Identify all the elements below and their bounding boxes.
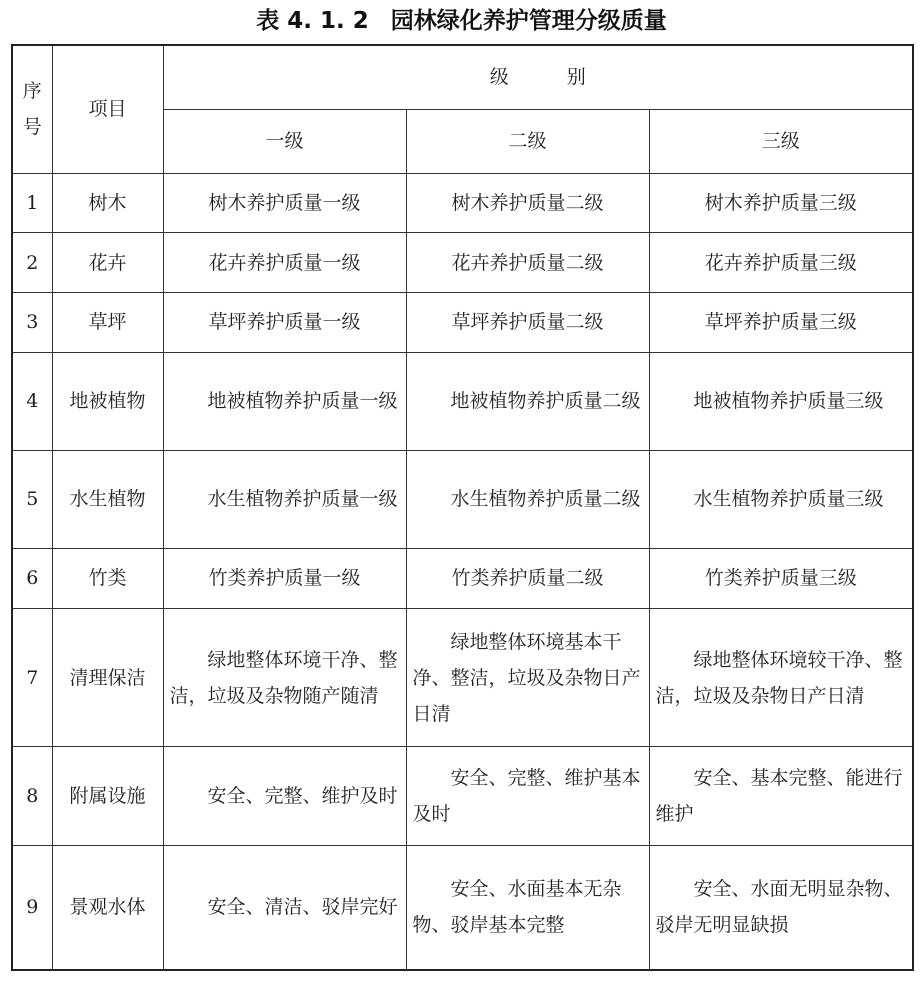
row-level-1-cell: 草坪养护质量一级	[163, 292, 406, 352]
table-row	[12, 233, 913, 293]
table-row	[12, 747, 913, 845]
row-level-2-cell	[406, 608, 649, 747]
row-level-1-cell	[163, 747, 406, 845]
row-item: 景观水体	[52, 845, 163, 970]
row-level-2-text: 安全、水面基本无杂物、驳岸基本完整	[412, 878, 622, 937]
row-level-1-text: 绿地整体环境干净、整洁，垃圾及杂物随产随清	[169, 648, 398, 707]
row-level-2-cell: 花卉养护质量二级	[406, 233, 649, 293]
row-item: 树木	[52, 173, 163, 233]
row-level-1-text: 安全、清洁、驳岸完好	[207, 896, 398, 919]
header-level-3: 三级	[649, 109, 913, 173]
row-level-2-text: 安全、完整、维护基本及时	[412, 766, 641, 825]
row-level-3-text: 安全、水面无明显杂物、驳岸无明显缺损	[655, 878, 903, 937]
row-level-3-cell	[649, 450, 913, 548]
header-level-1: 一级	[163, 109, 406, 173]
table-row	[12, 549, 913, 609]
header-level-2: 二级	[406, 109, 649, 173]
row-level-3-cell	[649, 747, 913, 845]
row-level-3-cell: 树木养护质量三级	[649, 173, 913, 233]
row-item: 附属设施	[52, 747, 163, 845]
table-row	[12, 173, 913, 233]
row-level-3-text: 地被植物养护质量三级	[693, 390, 884, 413]
row-level-2-cell	[406, 352, 649, 450]
row-item: 地被植物	[52, 352, 163, 450]
row-number: 2	[12, 233, 52, 293]
header-grade: 级 别	[163, 45, 913, 109]
row-level-2-text: 水生植物养护质量二级	[450, 488, 641, 511]
row-level-3-cell	[649, 845, 913, 970]
table-title	[0, 2, 923, 40]
row-item: 竹类	[52, 549, 163, 609]
grading-table	[11, 44, 914, 971]
row-level-1-cell	[163, 608, 406, 747]
row-level-3-text: 绿地整体环境较干净、整洁，垃圾及杂物日产日清	[655, 648, 903, 707]
table-row	[12, 845, 913, 970]
row-number: 8	[12, 747, 52, 845]
row-level-1-cell	[163, 450, 406, 548]
row-level-1-cell	[163, 352, 406, 450]
row-level-2-cell	[406, 845, 649, 970]
row-item: 清理保洁	[52, 608, 163, 747]
row-level-3-text: 水生植物养护质量三级	[693, 488, 884, 511]
row-level-1-text: 地被植物养护质量一级	[207, 390, 398, 413]
row-item: 水生植物	[52, 450, 163, 548]
row-number: 3	[12, 292, 52, 352]
row-level-1-cell	[163, 845, 406, 970]
row-level-3-cell: 草坪养护质量三级	[649, 292, 913, 352]
row-number: 7	[12, 608, 52, 747]
row-level-2-cell: 草坪养护质量二级	[406, 292, 649, 352]
row-item: 花卉	[52, 233, 163, 293]
row-level-3-cell	[649, 352, 913, 450]
row-level-3-text: 安全、基本完整、能进行维护	[655, 766, 903, 825]
row-level-1-cell: 树木养护质量一级	[163, 173, 406, 233]
row-item: 草坪	[52, 292, 163, 352]
row-level-1-text: 水生植物养护质量一级	[207, 488, 398, 511]
table-row	[12, 608, 913, 747]
row-level-2-text: 地被植物养护质量二级	[450, 390, 641, 413]
row-level-1-cell: 竹类养护质量一级	[163, 549, 406, 609]
row-level-1-cell: 花卉养护质量一级	[163, 233, 406, 293]
row-level-2-text: 绿地整体环境基本干净、整洁，垃圾及杂物日产日清	[412, 630, 641, 725]
row-level-2-cell: 竹类养护质量二级	[406, 549, 649, 609]
header-item: 项目	[52, 45, 163, 173]
row-level-3-cell	[649, 608, 913, 747]
row-level-1-text: 安全、完整、维护及时	[207, 784, 398, 807]
row-number: 6	[12, 549, 52, 609]
row-level-2-cell	[406, 747, 649, 845]
row-level-3-cell: 花卉养护质量三级	[649, 233, 913, 293]
table-row	[12, 292, 913, 352]
table-number: 表 4. 1. 2	[256, 8, 369, 34]
row-number: 5	[12, 450, 52, 548]
row-number: 1	[12, 173, 52, 233]
row-level-3-cell: 竹类养护质量三级	[649, 549, 913, 609]
header-row-1	[12, 45, 913, 109]
table-title-text: 园林绿化养护管理分级质量	[390, 8, 667, 34]
row-level-2-cell: 树木养护质量二级	[406, 173, 649, 233]
table-row	[12, 352, 913, 450]
table-row	[12, 450, 913, 548]
row-number: 9	[12, 845, 52, 970]
row-number: 4	[12, 352, 52, 450]
row-level-2-cell	[406, 450, 649, 548]
header-seq: 序 号	[12, 45, 52, 173]
